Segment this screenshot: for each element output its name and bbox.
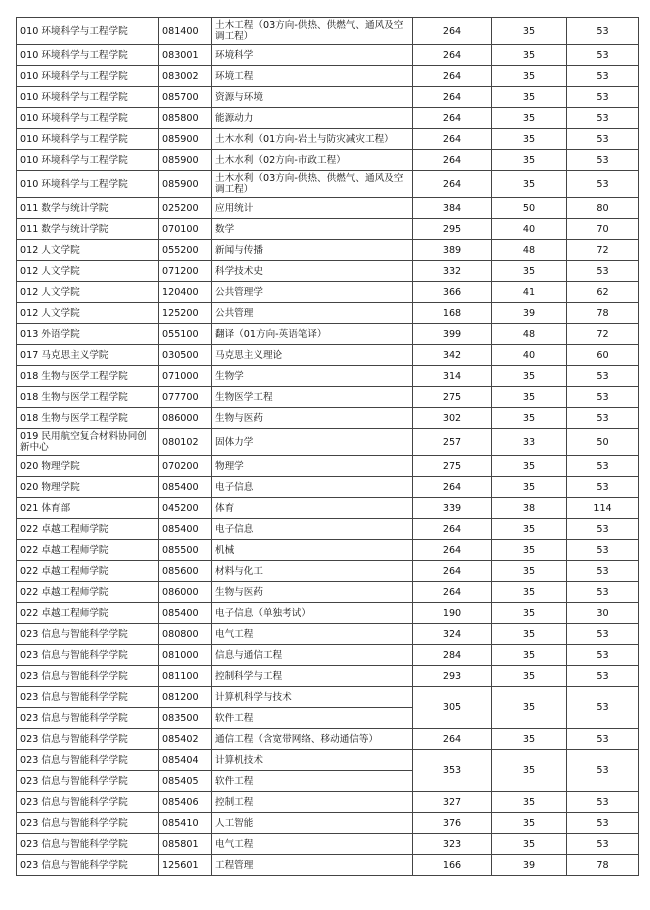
- single-subject-score-cell: 78: [567, 303, 639, 324]
- major-code-cell: 085500: [159, 540, 212, 561]
- major-code-cell: 071000: [159, 366, 212, 387]
- single-subject-score-cell: 35: [492, 540, 567, 561]
- total-score-cell: 389: [413, 240, 492, 261]
- college-cell: 023 信息与智能科学学院: [17, 792, 159, 813]
- single-subject-score-cell: 35: [492, 792, 567, 813]
- table-row: [17, 582, 639, 603]
- major-name-cell: 控制科学与工程: [212, 666, 413, 687]
- table-row: [17, 729, 639, 750]
- total-score-cell: 366: [413, 282, 492, 303]
- table-row: [17, 45, 639, 66]
- single-subject-score-cell: 35: [492, 408, 567, 429]
- major-code-cell: 070100: [159, 219, 212, 240]
- major-code-cell: 086000: [159, 582, 212, 603]
- major-name-cell: 计算机技术: [212, 750, 413, 771]
- single-subject-score-cell: 40: [492, 345, 567, 366]
- total-score-cell: 168: [413, 303, 492, 324]
- college-cell: 020 物理学院: [17, 456, 159, 477]
- table-body: [17, 18, 639, 876]
- single-subject-score-cell: 53: [567, 408, 639, 429]
- major-name-cell: 通信工程（含宽带网络、移动通信等）: [212, 729, 413, 750]
- single-subject-score-cell: 53: [567, 129, 639, 150]
- total-score-cell: 339: [413, 498, 492, 519]
- table-row: [17, 108, 639, 129]
- table-row: [17, 129, 639, 150]
- major-name-cell: 生物与医药: [212, 408, 413, 429]
- total-score-cell: 264: [413, 87, 492, 108]
- single-subject-score-cell: 53: [567, 150, 639, 171]
- major-name-cell: 马克思主义理论: [212, 345, 413, 366]
- major-name-cell: 土木水利（03方向-供热、供燃气、通风及空调工程）: [212, 171, 413, 198]
- single-subject-score-cell: 50: [492, 198, 567, 219]
- single-subject-score-cell: 60: [567, 345, 639, 366]
- single-subject-score-cell: 114: [567, 498, 639, 519]
- total-score-cell: 275: [413, 456, 492, 477]
- table-row: [17, 687, 639, 708]
- college-cell: 018 生物与医学工程学院: [17, 408, 159, 429]
- table-row: [17, 603, 639, 624]
- table-row: [17, 87, 639, 108]
- major-code-cell: 085801: [159, 834, 212, 855]
- total-score-cell: 376: [413, 813, 492, 834]
- single-subject-score-cell: 78: [567, 855, 639, 876]
- college-cell: 023 信息与智能科学学院: [17, 624, 159, 645]
- single-subject-score-cell: 41: [492, 282, 567, 303]
- total-score-cell: 264: [413, 540, 492, 561]
- table-row: [17, 240, 639, 261]
- major-code-cell: 085404: [159, 750, 212, 771]
- table-row: [17, 219, 639, 240]
- table-row: [17, 456, 639, 477]
- single-subject-score-cell: 72: [567, 240, 639, 261]
- major-name-cell: 生物与医药: [212, 582, 413, 603]
- total-score-cell: 264: [413, 129, 492, 150]
- table-row: [17, 66, 639, 87]
- single-subject-score-cell: 30: [567, 603, 639, 624]
- total-score-cell: 190: [413, 603, 492, 624]
- major-name-cell: 数学: [212, 219, 413, 240]
- single-subject-score-cell: 53: [567, 666, 639, 687]
- single-subject-score-cell: 53: [567, 108, 639, 129]
- table-row: [17, 666, 639, 687]
- table-row: [17, 366, 639, 387]
- total-score-cell: 264: [413, 477, 492, 498]
- major-name-cell: 环境科学: [212, 45, 413, 66]
- college-cell: 011 数学与统计学院: [17, 198, 159, 219]
- single-subject-score-cell: 50: [567, 429, 639, 456]
- college-cell: 023 信息与智能科学学院: [17, 855, 159, 876]
- single-subject-score-cell: 53: [567, 645, 639, 666]
- major-code-cell: 085900: [159, 150, 212, 171]
- major-name-cell: 控制工程: [212, 792, 413, 813]
- major-name-cell: 翻译（01方向-英语笔译）: [212, 324, 413, 345]
- single-subject-score-cell: 35: [492, 477, 567, 498]
- major-name-cell: 公共管理: [212, 303, 413, 324]
- total-score-cell: 264: [413, 66, 492, 87]
- table-row: [17, 792, 639, 813]
- single-subject-score-cell: 35: [492, 624, 567, 645]
- total-score-cell: 323: [413, 834, 492, 855]
- major-code-cell: 070200: [159, 456, 212, 477]
- college-cell: 022 卓越工程师学院: [17, 540, 159, 561]
- major-code-cell: 085402: [159, 729, 212, 750]
- major-name-cell: 生物医学工程: [212, 387, 413, 408]
- college-cell: 023 信息与智能科学学院: [17, 834, 159, 855]
- total-score-cell: 275: [413, 387, 492, 408]
- major-code-cell: 025200: [159, 198, 212, 219]
- single-subject-score-cell: 35: [492, 45, 567, 66]
- college-cell: 022 卓越工程师学院: [17, 561, 159, 582]
- single-subject-score-cell: 40: [492, 219, 567, 240]
- major-code-cell: 083500: [159, 708, 212, 729]
- major-code-cell: 055200: [159, 240, 212, 261]
- major-code-cell: 125601: [159, 855, 212, 876]
- single-subject-score-cell: 53: [567, 66, 639, 87]
- major-code-cell: 080800: [159, 624, 212, 645]
- table-row: [17, 345, 639, 366]
- college-cell: 023 信息与智能科学学院: [17, 729, 159, 750]
- total-score-cell: 264: [413, 150, 492, 171]
- single-subject-score-cell: 62: [567, 282, 639, 303]
- table-row: [17, 750, 639, 771]
- major-name-cell: 材料与化工: [212, 561, 413, 582]
- single-subject-score-cell: 35: [492, 387, 567, 408]
- college-cell: 010 环境科学与工程学院: [17, 150, 159, 171]
- major-name-cell: 软件工程: [212, 771, 413, 792]
- college-cell: 023 信息与智能科学学院: [17, 771, 159, 792]
- table-row: [17, 408, 639, 429]
- table-row: [17, 387, 639, 408]
- single-subject-score-cell: 53: [567, 624, 639, 645]
- major-name-cell: 生物学: [212, 366, 413, 387]
- total-score-cell: 264: [413, 171, 492, 198]
- table-row: [17, 324, 639, 345]
- college-cell: 012 人文学院: [17, 303, 159, 324]
- single-subject-score-cell: 35: [492, 834, 567, 855]
- single-subject-score-cell: 70: [567, 219, 639, 240]
- total-score-cell: 264: [413, 108, 492, 129]
- major-name-cell: 电子信息（单独考试）: [212, 603, 413, 624]
- total-score-cell: 264: [413, 561, 492, 582]
- college-cell: 012 人文学院: [17, 240, 159, 261]
- major-code-cell: 085700: [159, 87, 212, 108]
- major-code-cell: 085400: [159, 603, 212, 624]
- table-row: [17, 150, 639, 171]
- single-subject-score-cell: 48: [492, 324, 567, 345]
- single-subject-score-cell: 48: [492, 240, 567, 261]
- college-cell: 018 生物与医学工程学院: [17, 366, 159, 387]
- major-name-cell: 资源与环境: [212, 87, 413, 108]
- major-name-cell: 机械: [212, 540, 413, 561]
- college-cell: 023 信息与智能科学学院: [17, 750, 159, 771]
- total-score-cell: 399: [413, 324, 492, 345]
- single-subject-score-cell: 53: [567, 387, 639, 408]
- single-subject-score-cell: 35: [492, 366, 567, 387]
- major-code-cell: 085900: [159, 129, 212, 150]
- major-code-cell: 085900: [159, 171, 212, 198]
- total-score-cell: 384: [413, 198, 492, 219]
- major-code-cell: 085600: [159, 561, 212, 582]
- major-name-cell: 土木水利（02方向-市政工程）: [212, 150, 413, 171]
- single-subject-score-cell: 35: [492, 18, 567, 45]
- single-subject-score-cell: 35: [492, 666, 567, 687]
- total-score-cell: 327: [413, 792, 492, 813]
- single-subject-score-cell: 35: [492, 456, 567, 477]
- major-code-cell: 055100: [159, 324, 212, 345]
- major-name-cell: 体育: [212, 498, 413, 519]
- major-name-cell: 软件工程: [212, 708, 413, 729]
- college-cell: 022 卓越工程师学院: [17, 603, 159, 624]
- single-subject-score-cell: 33: [492, 429, 567, 456]
- major-name-cell: 土木工程（03方向-供热、供燃气、通风及空调工程）: [212, 18, 413, 45]
- single-subject-score-cell: 35: [492, 750, 567, 792]
- single-subject-score-cell: 53: [567, 813, 639, 834]
- table-row: [17, 171, 639, 198]
- single-subject-score-cell: 80: [567, 198, 639, 219]
- major-code-cell: 085400: [159, 477, 212, 498]
- major-name-cell: 信息与通信工程: [212, 645, 413, 666]
- college-cell: 010 环境科学与工程学院: [17, 18, 159, 45]
- single-subject-score-cell: 35: [492, 66, 567, 87]
- college-cell: 022 卓越工程师学院: [17, 519, 159, 540]
- college-cell: 012 人文学院: [17, 282, 159, 303]
- table-row: [17, 519, 639, 540]
- major-name-cell: 土木水利（01方向-岩土与防灾减灾工程）: [212, 129, 413, 150]
- single-subject-score-cell: 53: [567, 792, 639, 813]
- major-code-cell: 125200: [159, 303, 212, 324]
- table-row: [17, 645, 639, 666]
- major-code-cell: 077700: [159, 387, 212, 408]
- college-cell: 023 信息与智能科学学院: [17, 645, 159, 666]
- major-name-cell: 物理学: [212, 456, 413, 477]
- single-subject-score-cell: 53: [567, 18, 639, 45]
- single-subject-score-cell: 53: [567, 834, 639, 855]
- table-row: [17, 198, 639, 219]
- single-subject-score-cell: 35: [492, 150, 567, 171]
- single-subject-score-cell: 35: [492, 645, 567, 666]
- total-score-cell: 264: [413, 729, 492, 750]
- major-name-cell: 电子信息: [212, 519, 413, 540]
- major-code-cell: 086000: [159, 408, 212, 429]
- major-code-cell: 083001: [159, 45, 212, 66]
- total-score-cell: 264: [413, 582, 492, 603]
- major-name-cell: 应用统计: [212, 198, 413, 219]
- college-cell: 010 环境科学与工程学院: [17, 171, 159, 198]
- single-subject-score-cell: 53: [567, 729, 639, 750]
- major-code-cell: 030500: [159, 345, 212, 366]
- college-cell: 023 信息与智能科学学院: [17, 813, 159, 834]
- total-score-cell: 342: [413, 345, 492, 366]
- major-name-cell: 工程管理: [212, 855, 413, 876]
- major-name-cell: 电气工程: [212, 624, 413, 645]
- single-subject-score-cell: 35: [492, 561, 567, 582]
- major-name-cell: 能源动力: [212, 108, 413, 129]
- college-cell: 010 环境科学与工程学院: [17, 108, 159, 129]
- major-name-cell: 电子信息: [212, 477, 413, 498]
- college-cell: 022 卓越工程师学院: [17, 582, 159, 603]
- table-row: [17, 261, 639, 282]
- table-row: [17, 561, 639, 582]
- major-name-cell: 人工智能: [212, 813, 413, 834]
- major-code-cell: 045200: [159, 498, 212, 519]
- major-code-cell: 085400: [159, 519, 212, 540]
- total-score-cell: 314: [413, 366, 492, 387]
- total-score-cell: 332: [413, 261, 492, 282]
- major-code-cell: 081000: [159, 645, 212, 666]
- table-row: [17, 498, 639, 519]
- table-row: [17, 282, 639, 303]
- total-score-cell: 353: [413, 750, 492, 792]
- single-subject-score-cell: 53: [567, 87, 639, 108]
- single-subject-score-cell: 53: [567, 456, 639, 477]
- table-row: [17, 303, 639, 324]
- single-subject-score-cell: 35: [492, 261, 567, 282]
- single-subject-score-cell: 53: [567, 561, 639, 582]
- college-cell: 012 人文学院: [17, 261, 159, 282]
- college-cell: 010 环境科学与工程学院: [17, 129, 159, 150]
- major-code-cell: 085406: [159, 792, 212, 813]
- single-subject-score-cell: 35: [492, 729, 567, 750]
- total-score-cell: 166: [413, 855, 492, 876]
- single-subject-score-cell: 35: [492, 519, 567, 540]
- major-code-cell: 081200: [159, 687, 212, 708]
- total-score-cell: 257: [413, 429, 492, 456]
- major-name-cell: 电气工程: [212, 834, 413, 855]
- major-code-cell: 085800: [159, 108, 212, 129]
- total-score-cell: 305: [413, 687, 492, 729]
- major-name-cell: 计算机科学与技术: [212, 687, 413, 708]
- total-score-cell: 264: [413, 519, 492, 540]
- single-subject-score-cell: 35: [492, 813, 567, 834]
- single-subject-score-cell: 53: [567, 750, 639, 792]
- table-row: [17, 834, 639, 855]
- major-name-cell: 公共管理学: [212, 282, 413, 303]
- single-subject-score-cell: 53: [567, 519, 639, 540]
- total-score-cell: 302: [413, 408, 492, 429]
- single-subject-score-cell: 35: [492, 687, 567, 729]
- major-code-cell: 081100: [159, 666, 212, 687]
- major-code-cell: 085410: [159, 813, 212, 834]
- single-subject-score-cell: 39: [492, 303, 567, 324]
- table-row: [17, 855, 639, 876]
- single-subject-score-cell: 53: [567, 582, 639, 603]
- single-subject-score-cell: 35: [492, 582, 567, 603]
- single-subject-score-cell: 53: [567, 687, 639, 729]
- college-cell: 021 体育部: [17, 498, 159, 519]
- major-name-cell: 固体力学: [212, 429, 413, 456]
- table-row: [17, 429, 639, 456]
- college-cell: 023 信息与智能科学学院: [17, 666, 159, 687]
- table-row: [17, 540, 639, 561]
- college-cell: 019 民用航空复合材料协同创新中心: [17, 429, 159, 456]
- total-score-cell: 293: [413, 666, 492, 687]
- single-subject-score-cell: 53: [567, 366, 639, 387]
- single-subject-score-cell: 35: [492, 108, 567, 129]
- single-subject-score-cell: 35: [492, 129, 567, 150]
- major-name-cell: 环境工程: [212, 66, 413, 87]
- total-score-cell: 264: [413, 45, 492, 66]
- score-line-table: [16, 17, 639, 876]
- table-row: [17, 813, 639, 834]
- college-cell: 011 数学与统计学院: [17, 219, 159, 240]
- college-cell: 010 环境科学与工程学院: [17, 45, 159, 66]
- college-cell: 020 物理学院: [17, 477, 159, 498]
- table-row: [17, 18, 639, 45]
- major-code-cell: 080102: [159, 429, 212, 456]
- single-subject-score-cell: 35: [492, 171, 567, 198]
- total-score-cell: 284: [413, 645, 492, 666]
- single-subject-score-cell: 38: [492, 498, 567, 519]
- major-name-cell: 科学技术史: [212, 261, 413, 282]
- major-code-cell: 083002: [159, 66, 212, 87]
- college-cell: 013 外语学院: [17, 324, 159, 345]
- single-subject-score-cell: 35: [492, 603, 567, 624]
- total-score-cell: 264: [413, 18, 492, 45]
- college-cell: 018 生物与医学工程学院: [17, 387, 159, 408]
- college-cell: 023 信息与智能科学学院: [17, 687, 159, 708]
- college-cell: 017 马克思主义学院: [17, 345, 159, 366]
- single-subject-score-cell: 53: [567, 540, 639, 561]
- single-subject-score-cell: 53: [567, 261, 639, 282]
- single-subject-score-cell: 53: [567, 171, 639, 198]
- college-cell: 010 环境科学与工程学院: [17, 66, 159, 87]
- single-subject-score-cell: 53: [567, 45, 639, 66]
- table-row: [17, 477, 639, 498]
- total-score-cell: 295: [413, 219, 492, 240]
- table-row: [17, 624, 639, 645]
- major-code-cell: 081400: [159, 18, 212, 45]
- single-subject-score-cell: 53: [567, 477, 639, 498]
- single-subject-score-cell: 35: [492, 87, 567, 108]
- single-subject-score-cell: 72: [567, 324, 639, 345]
- major-code-cell: 120400: [159, 282, 212, 303]
- major-code-cell: 085405: [159, 771, 212, 792]
- major-name-cell: 新闻与传播: [212, 240, 413, 261]
- college-cell: 023 信息与智能科学学院: [17, 708, 159, 729]
- single-subject-score-cell: 39: [492, 855, 567, 876]
- total-score-cell: 324: [413, 624, 492, 645]
- college-cell: 010 环境科学与工程学院: [17, 87, 159, 108]
- major-code-cell: 071200: [159, 261, 212, 282]
